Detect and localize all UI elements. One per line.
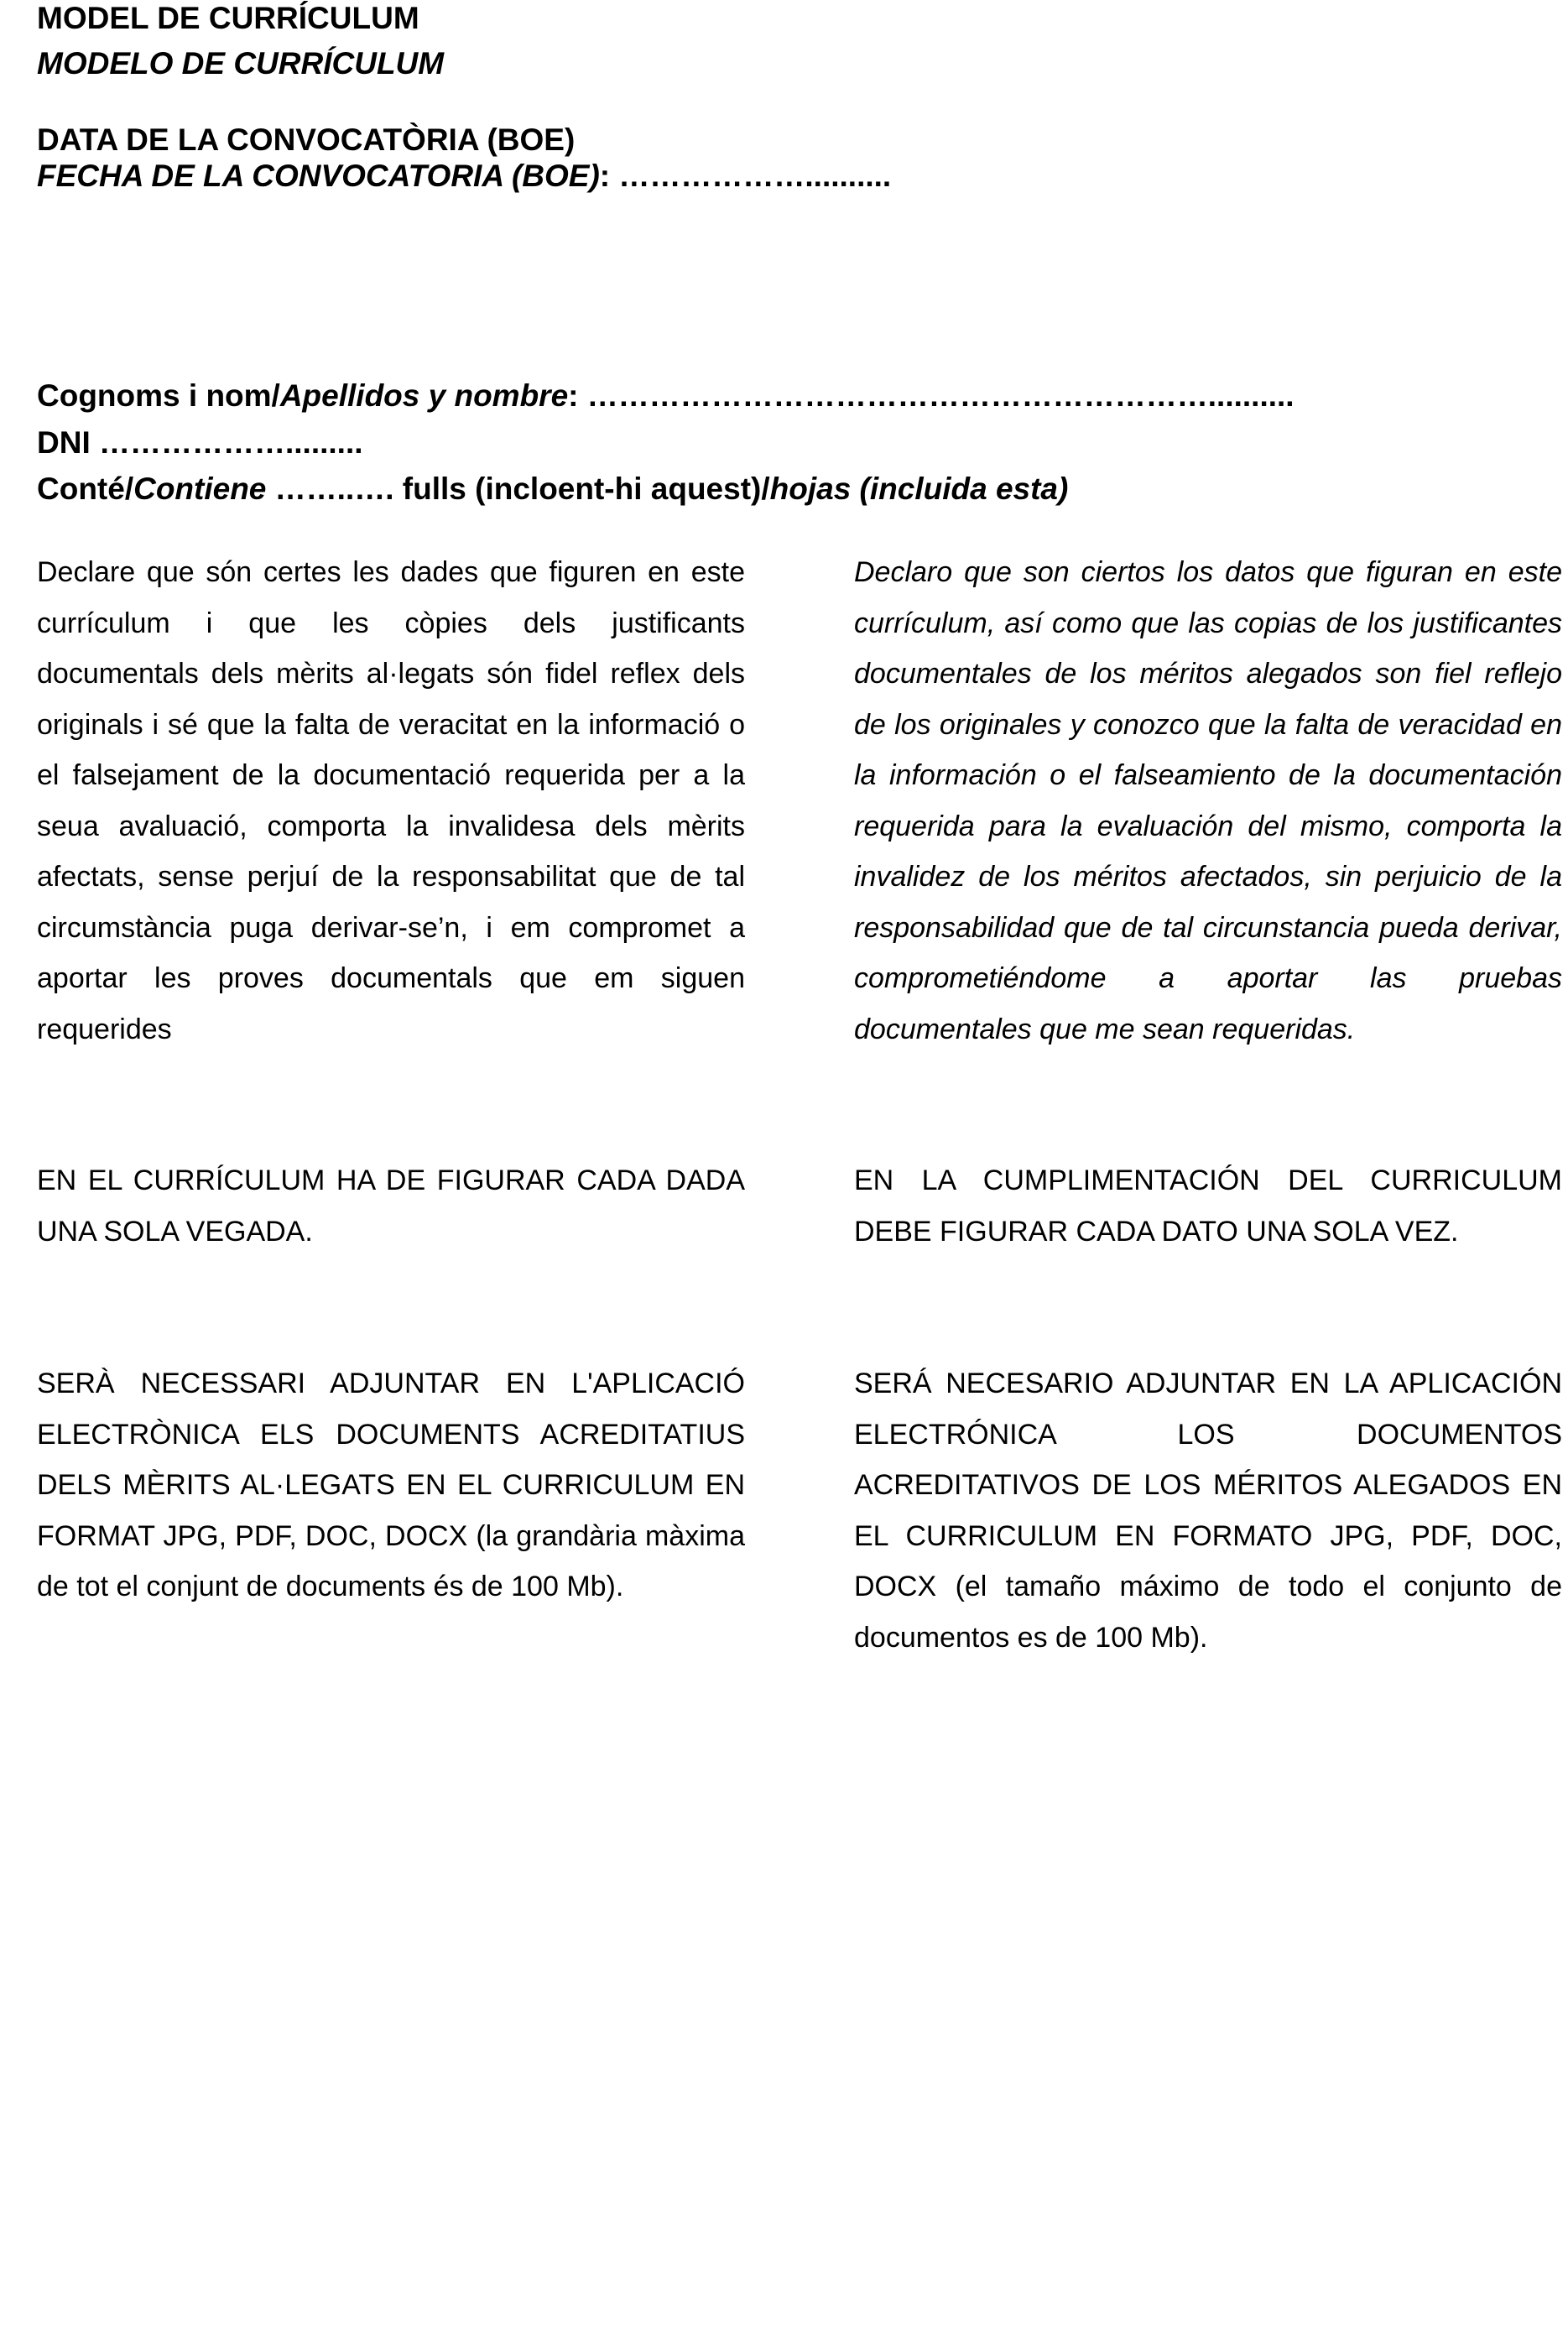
declaration-paragraph-catalan: Declare que són certes les dades que figuren en este currículum i que les còpies dels justificants documentals dels mèrits al·legats són fidel reflex dels originals i sé que la falta de veracitat en la informació o el falsejament de la documentació requerida per a la seua avaluació, comporta la invalidesa dels mèrits afectats, sense perjuí de la responsabilitat que de tal circumstància puga derivar-se’n, i em compromet a aportar les proves documentals que em siguen requerides [37,556,745,1045]
name-label-catalan: Cognoms i nom/ [37,378,280,413]
dni-blank: ………………......... [99,425,363,460]
sheet-count-suffix-spanish: hojas (incluida esta) [769,472,1069,506]
document-title-spanish: MODELO DE CURRÍCULUM [37,46,445,81]
declaration-paragraph-spanish: Declaro que son ciertos los datos que figuran en este currículum, así como que las copias de los justificantes documentales de los méritos alegados son fiel reflejo de los originales y conozco que la falta de veracidad en la información o el falseamiento de la documentación requerida para la evaluación del mismo, comporta la invalidez de los méritos afectados, sin perjuicio de la responsabilidad que de tal circunstancia pueda derivar, comprometiéndome a aportar las pruebas documentales que me sean requeridas. [854,556,1562,1045]
sheet-count-blank: ……..…. fulls (incloent-hi aquest)/ [266,472,770,506]
convocatoria-date-field [37,158,891,195]
dni-field [37,425,363,461]
name-blank: : …………………………………………………….......... [568,378,1295,413]
convocatoria-date-label-catalan: DATA DE LA CONVOCATÒRIA (BOE) [37,122,576,157]
single-entry-notice-catalan: EN EL CURRÍCULUM HA DE FIGURAR CADA DADA UNA SOLA VEGADA. [37,1164,745,1248]
attachment-notice-spanish: SERÁ NECESARIO ADJUNTAR EN LA APLICACIÓN ELECTRÓNICA LOS DOCUMENTOS ACREDITATIVOS DE LOS MÉRITOS ALEGADOS EN EL CURRICULUM EN FORMATO JPG, PDF, DOC, DOCX (el tamaño máximo de todo el conjunto de documentos es de 100 Mb). [854,1368,1562,1654]
convocatoria-date-blank: : ……………….......... [599,159,892,193]
name-label-spanish: Apellidos y nombre [279,378,569,413]
attachment-notice-catalan: SERÀ NECESSARI ADJUNTAR EN L'APLICACIÓ ELECTRÒNICA ELS DOCUMENTS ACREDITATIUS DELS MÈRITS AL·LEGATS EN EL CURRICULUM EN FORMAT JPG, PDF, DOC, DOCX (la grandària màxima de tot el conjunt de documents és de 100 Mb). [37,1368,745,1602]
dni-label: DNI [37,425,99,460]
convocatoria-date-label-spanish: FECHA DE LA CONVOCATORIA (BOE) [37,159,600,193]
sheet-count-label-catalan: Conté/ [37,472,134,506]
sheet-count-label-spanish: Contiene [133,472,267,506]
single-entry-notice-spanish: EN LA CUMPLIMENTACIÓN DEL CURRICULUM DEBE FIGURAR CADA DATO UNA SOLA VEZ. [854,1164,1562,1248]
sheet-count-field [37,471,1068,508]
document-title-catalan: MODEL DE CURRÍCULUM [37,1,419,35]
name-field [37,378,1295,414]
